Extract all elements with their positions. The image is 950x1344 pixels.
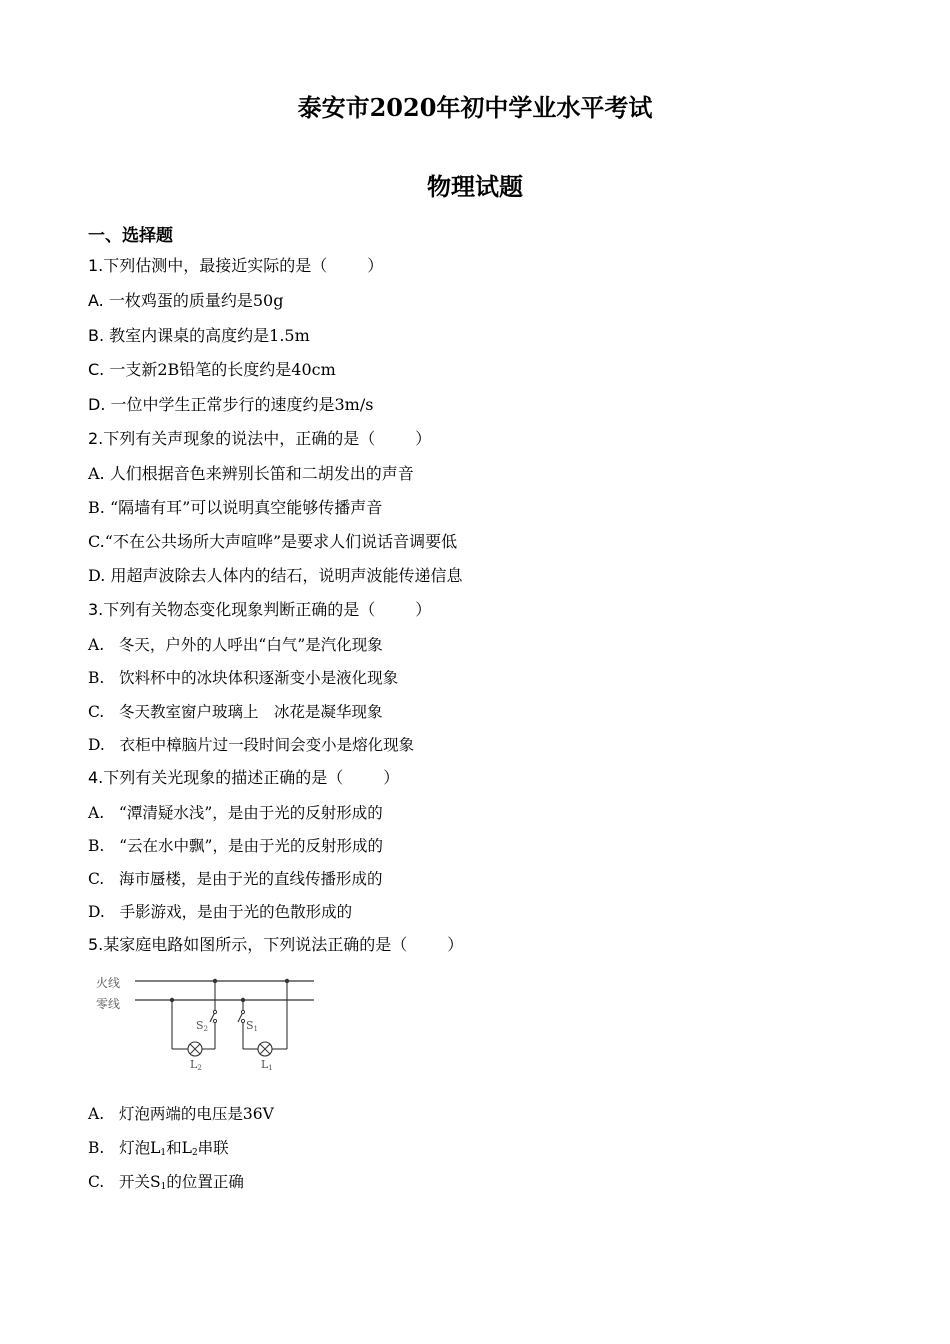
option-letter: A. xyxy=(88,464,105,483)
option-text: 教室内课桌的高度约是1.5m xyxy=(109,326,310,345)
option-letter: B. xyxy=(88,669,105,687)
option-text: “隔墙有耳”可以说明真空能够传播声音 xyxy=(109,498,383,517)
lamp-l1-label: L1 xyxy=(261,1058,273,1072)
question-stem: 下列有关光现象的描述正确的是（ xyxy=(103,768,344,787)
option-letter: D. xyxy=(88,736,105,754)
q1-option-d xyxy=(88,395,373,415)
switch-s1-label: S1 xyxy=(246,1019,259,1033)
option-letter: C. xyxy=(88,870,105,888)
option-letter: B. xyxy=(88,837,105,855)
option-text: 一支新2B铅笔的长度约是40cm xyxy=(109,360,336,379)
option-text: “云在水中飘”，是由于光的反射形成的 xyxy=(119,837,383,855)
option-letter: A. xyxy=(88,804,105,822)
branch-left xyxy=(172,981,217,1072)
subscript: 1 xyxy=(160,1182,167,1192)
q2-option-b xyxy=(88,498,382,518)
option-text-part: 的位置正确 xyxy=(166,1173,244,1191)
exam-subtitle: 物理试题 xyxy=(427,172,523,201)
option-letter: A. xyxy=(88,636,105,654)
q5-option-a xyxy=(88,1104,274,1124)
q3-option-d xyxy=(88,735,414,755)
lamp-l2-label: L2 xyxy=(190,1058,202,1072)
lamp-l1 xyxy=(258,1042,272,1056)
question-paren-close: ） xyxy=(383,768,400,787)
option-text-part: 和L xyxy=(166,1139,192,1157)
option-letter: D. xyxy=(88,395,106,414)
question-number: 1. xyxy=(88,256,104,275)
option-text: “不在公共场所大声喧哗”是要求人们说话音调要低 xyxy=(104,532,458,551)
question-paren-close: ） xyxy=(415,429,432,448)
option-text: 冬天，户外的人呼出“白气”是汽化现象 xyxy=(118,636,383,654)
option-letter: A. xyxy=(88,291,104,310)
option-letter: D. xyxy=(88,566,106,585)
option-text-part: 灯泡L xyxy=(119,1139,161,1157)
subscript: 2 xyxy=(191,1148,198,1158)
option-text: 一位中学生正常步行的速度约是3m/s xyxy=(110,395,374,414)
option-text: 海市蜃楼，是由于光的直线传播形成的 xyxy=(119,870,383,888)
branch-right xyxy=(238,981,287,1072)
lamp-l2 xyxy=(188,1042,202,1056)
option-letter: C. xyxy=(88,360,105,379)
q4-option-d xyxy=(88,902,352,922)
option-text: 人们根据音色来辨别长笛和二胡发出的声音 xyxy=(109,464,414,483)
option-text-part: 开关S xyxy=(119,1173,161,1191)
option-text: “潭清疑水浅”，是由于光的反射形成的 xyxy=(118,804,383,822)
question-paren-close: ） xyxy=(415,600,432,619)
question-number: 2. xyxy=(88,429,104,448)
option-letter: B. xyxy=(88,498,105,517)
question-number: 5. xyxy=(88,935,104,954)
q2-option-c xyxy=(88,532,457,552)
q4-option-b xyxy=(88,836,383,856)
option-text: 饮料杯中的冰块体积逐渐变小是液化现象 xyxy=(119,669,399,687)
q4-option-a xyxy=(88,803,383,823)
option-text: 一枚鸡蛋的质量约是50g xyxy=(108,291,284,310)
question-3 xyxy=(88,600,431,620)
option-text: 用超声波除去人体内的结石，说明声波能传递信息 xyxy=(110,566,463,585)
option-text: 冬天教室窗户玻璃上 冰花是凝华现象 xyxy=(119,703,383,721)
q3-option-a xyxy=(88,635,383,655)
option-text: 灯泡两端的电压是36V xyxy=(118,1105,274,1123)
option-letter: D. xyxy=(88,903,105,921)
neutral-wire-label: 零线 xyxy=(96,997,121,1011)
q1-option-b xyxy=(88,326,310,346)
live-wire-label: 火线 xyxy=(96,976,121,990)
q5-option-c xyxy=(88,1172,244,1197)
question-paren-close: ） xyxy=(447,935,464,954)
option-letter: A. xyxy=(88,1105,105,1123)
q1-option-c xyxy=(88,360,336,380)
question-number: 4. xyxy=(88,768,104,787)
question-stem: 下列有关声现象的说法中，正确的是（ xyxy=(103,429,376,448)
q2-option-a xyxy=(88,464,414,484)
circuit-diagram xyxy=(88,970,328,1075)
section-heading: 一、选择题 xyxy=(88,226,173,246)
option-text: 衣柜中樟脑片过一段时间会变小是熔化现象 xyxy=(119,736,415,754)
question-5 xyxy=(88,935,463,955)
question-number: 3. xyxy=(88,600,104,619)
question-stem: 某家庭电路如图所示，下列说法正确的是（ xyxy=(103,935,408,954)
q1-option-a xyxy=(88,291,283,311)
subscript: 1 xyxy=(160,1148,167,1158)
option-letter: B. xyxy=(88,1139,105,1157)
q3-option-c xyxy=(88,702,383,722)
question-paren-close: ） xyxy=(367,256,384,275)
question-4 xyxy=(88,768,399,788)
option-letter: B. xyxy=(88,326,105,345)
q3-option-b xyxy=(88,668,398,688)
option-letter: C. xyxy=(88,532,105,551)
switch-s2-label: S2 xyxy=(196,1019,209,1033)
option-text-part: 串联 xyxy=(197,1139,229,1157)
q2-option-d xyxy=(88,566,462,586)
question-stem: 下列有关物态变化现象判断正确的是（ xyxy=(103,600,376,619)
exam-title: 泰安市2020年初中学业水平考试 xyxy=(297,93,653,122)
question-1 xyxy=(88,256,383,276)
question-2 xyxy=(88,429,431,449)
question-stem: 下列估测中，最接近实际的是（ xyxy=(103,256,328,275)
q4-option-c xyxy=(88,869,383,889)
option-letter: C. xyxy=(88,1173,105,1191)
q5-option-b xyxy=(88,1138,229,1163)
option-letter: C. xyxy=(88,703,105,721)
option-text: 手影游戏，是由于光的色散形成的 xyxy=(119,903,353,921)
